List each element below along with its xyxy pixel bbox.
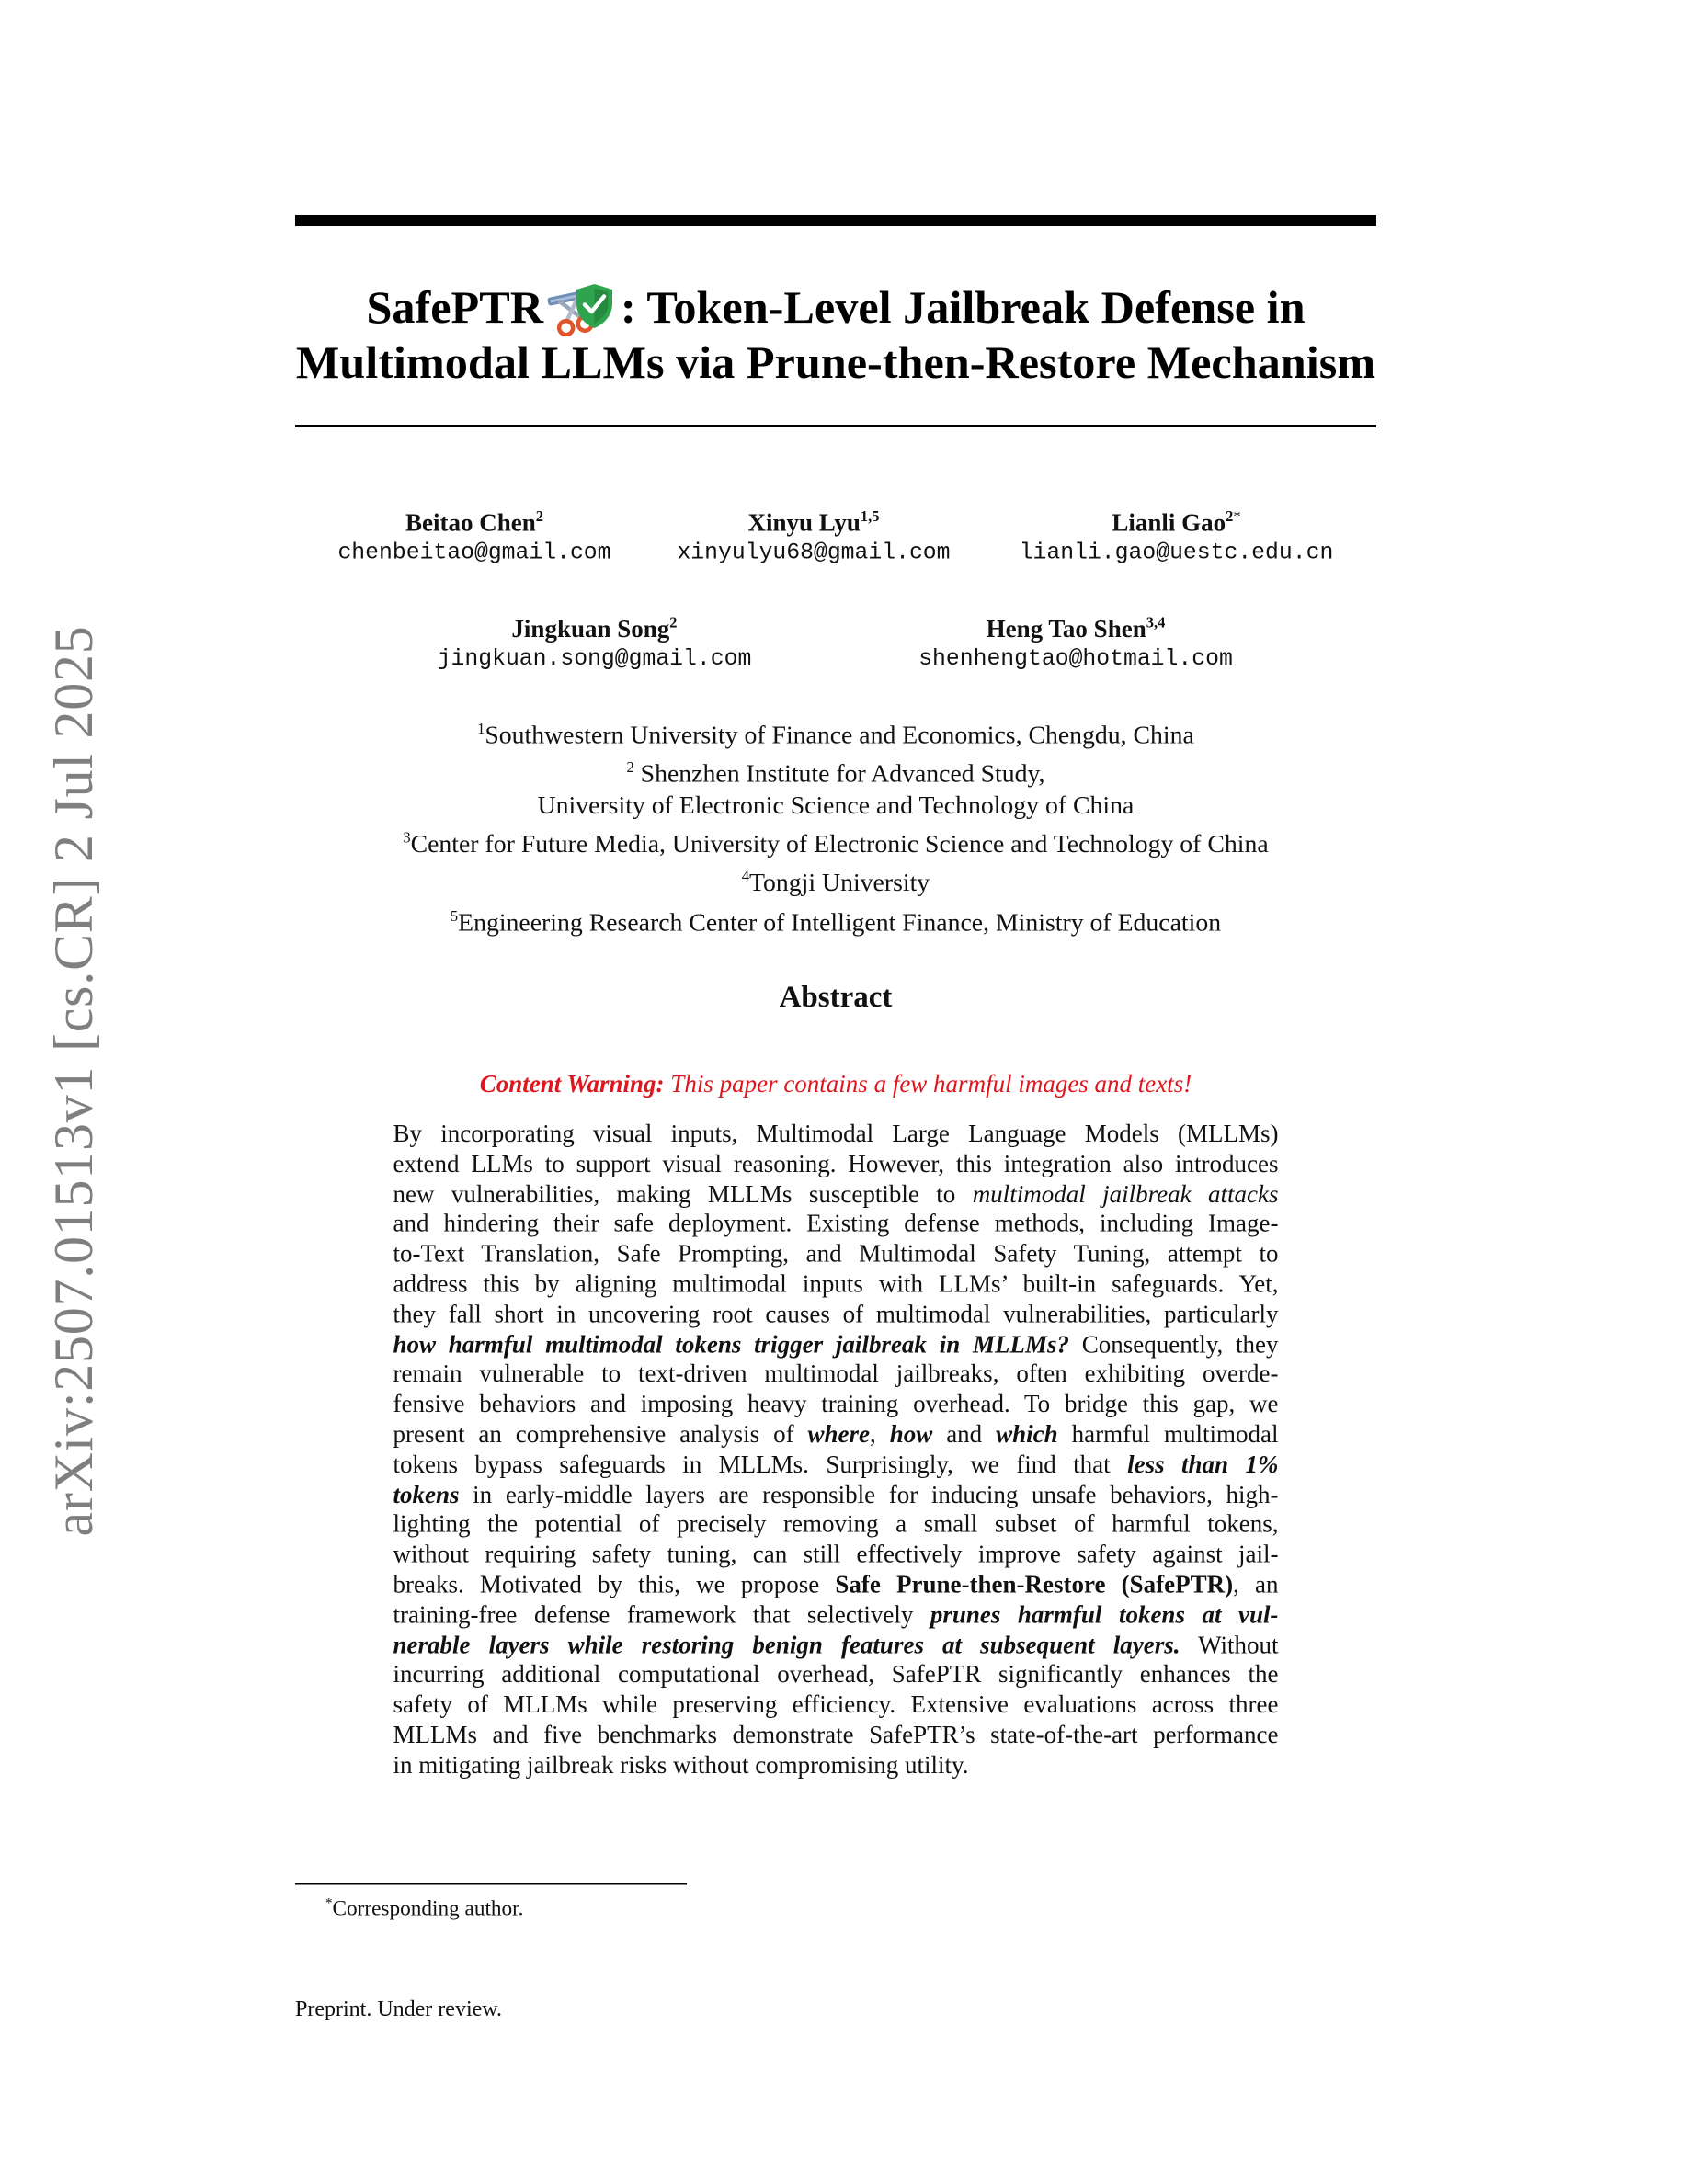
affiliation-text: Center for Future Media, University of Electronic Science and Technology of China: [410, 832, 1269, 860]
author-name: Lianli Gao: [1112, 508, 1226, 537]
abstract-emphasis: how harmful multimodal tokens trigger jailbreak in MLLMs?: [393, 1329, 1069, 1358]
abstract-emphasis: which: [996, 1419, 1058, 1448]
abstract-text: they fall short in uncovering root causes of multimodal vulnerabilities, particularly: [393, 1300, 1279, 1328]
author-email: shenhengtao@hotmail.com: [918, 645, 1233, 672]
author-block: [408, 609, 781, 675]
author-block: [885, 609, 1266, 675]
abstract-emphasis: multimodal jailbreak attacks: [972, 1179, 1279, 1208]
affiliation-mark: 3: [403, 830, 411, 847]
author-affil-mark: 2: [669, 615, 678, 631]
abstract-text: remain vulnerable to text-driven multimodal jailbreaks, often exhibiting overde-: [393, 1359, 1279, 1388]
preprint-notice: Preprint. Under review.: [295, 1997, 503, 2021]
abstract-emphasis: less than 1%: [1127, 1450, 1279, 1478]
abstract-emphasis: prunes harmful tokens at vul-: [930, 1600, 1279, 1629]
abstract-text: to-Text Translation, Safe Prompting, and Multimodal Safety Tuning, attempt to: [393, 1239, 1279, 1268]
author-name: Xinyu Lyu: [747, 508, 861, 537]
affiliation-line: [276, 824, 1396, 862]
affiliation-text: University of Electronic Science and Technology of China: [537, 792, 1135, 821]
abstract-line: [393, 1179, 1279, 1210]
abstract-line: [393, 1120, 1279, 1150]
abstract-line: [393, 1690, 1279, 1721]
abstract-line: [393, 1300, 1279, 1330]
author-name: Heng Tao Shen: [986, 615, 1146, 643]
abstract-text: address this by aligning multimodal inputs with LLMs’ built-in safeguards. Yet,: [393, 1269, 1279, 1298]
abstract-line: [393, 1751, 1279, 1781]
abstract-text: training-free defense framework that selectively: [393, 1600, 930, 1629]
author-affil-mark: 1,5: [860, 508, 880, 526]
abstract-line: [393, 1480, 1279, 1510]
affiliation-mark: 4: [741, 869, 750, 886]
affiliation-text: Southwestern University of Finance and Economics, Chengdu, China: [485, 722, 1194, 751]
abstract-text: ,: [870, 1419, 890, 1448]
affiliations: [276, 714, 1396, 940]
author-block: [996, 502, 1357, 568]
content-warning-text: This paper contains a few harmful images and texts!: [664, 1070, 1192, 1098]
author-block: [645, 502, 982, 568]
affiliation-text: Shenzhen Institute for Advanced Study,: [633, 761, 1045, 790]
author-affil-mark: 3,4: [1146, 615, 1166, 631]
abstract-text: Without: [1180, 1630, 1279, 1658]
abstract-emphasis: nerable layers while restoring benign features at subsequent layers.: [393, 1630, 1180, 1658]
abstract-body: [393, 1120, 1279, 1780]
footnote: [325, 1891, 523, 1924]
abstract-text: fensive behaviors and imposing heavy training overhead. To bridge this gap, we: [393, 1390, 1279, 1418]
footnote-rule: [295, 1883, 687, 1885]
abstract-line: [393, 1360, 1279, 1391]
affiliation-mark: 5: [450, 907, 459, 925]
author-affil-mark: 2: [535, 508, 543, 526]
abstract-text: , an: [1233, 1570, 1279, 1598]
title-name: SafePTR: [366, 282, 544, 334]
title-line-1: [276, 281, 1396, 336]
affiliation-line: [276, 791, 1396, 824]
affiliation-text: Tongji University: [749, 870, 930, 899]
abstract-text: in early-middle layers are responsible for inducing unsafe behaviors, high-: [459, 1480, 1279, 1508]
content-warning-label: Content Warning:: [479, 1070, 665, 1098]
footnote-text: Corresponding author.: [332, 1897, 524, 1921]
author-email: chenbeitao@gmail.com: [337, 539, 611, 565]
abstract-line: [393, 1721, 1279, 1751]
abstract-line: [393, 1631, 1279, 1661]
title-subtitle: : Token-Level Jailbreak Defense in: [621, 282, 1306, 334]
paper-title: [276, 281, 1396, 392]
abstract-text: tokens bypass safeguards in MLLMs. Surprisingly, we find that: [393, 1450, 1128, 1478]
abstract-line: [393, 1420, 1279, 1450]
abstract-line: [393, 1150, 1279, 1180]
abstract-text: harmful multimodal: [1057, 1419, 1279, 1448]
footnote-mark: *: [325, 1895, 333, 1911]
title-top-rule: [295, 215, 1376, 226]
author-block: [306, 502, 643, 568]
abstract-emphasis: where: [807, 1419, 871, 1448]
author-affil-mark: 2: [1226, 508, 1234, 526]
abstract-line: [393, 1661, 1279, 1691]
content-warning: [276, 1070, 1396, 1099]
affiliation-line: [276, 714, 1396, 753]
abstract-text: without requiring safety tuning, can still effectively improve safety against jail-: [393, 1540, 1279, 1568]
affiliation-line: [276, 753, 1396, 791]
affiliation-line: [276, 862, 1396, 901]
abstract-text: extend LLMs to support visual reasoning. However, this integration also introduces: [393, 1149, 1279, 1177]
author-email: jingkuan.song@gmail.com: [437, 645, 752, 672]
abstract-emphasis: how: [889, 1419, 933, 1448]
abstract-text: and: [932, 1419, 997, 1448]
abstract-text: safety of MLLMs while preserving efficiency. Extensive evaluations across three: [393, 1690, 1279, 1719]
affiliation-text: Engineering Research Center of Intelligent Finance, Ministry of Education: [458, 909, 1222, 938]
abstract-text: in mitigating jailbreak risks without compromising utility.: [393, 1750, 969, 1779]
abstract-line: [393, 1450, 1279, 1481]
abstract-heading: Abstract: [779, 979, 893, 1014]
affiliation-mark: 2: [626, 759, 634, 777]
author-email: xinyulyu68@gmail.com: [677, 539, 951, 565]
abstract-line: [393, 1390, 1279, 1420]
abstract-line: [393, 1570, 1279, 1600]
abstract-line: [393, 1541, 1279, 1571]
author-name: Jingkuan Song: [511, 615, 670, 643]
abstract-line: [393, 1240, 1279, 1270]
title-line-2: Multimodal LLMs via Prune-then-Restore Mechanism: [295, 337, 1376, 389]
abstract-line: [393, 1269, 1279, 1300]
corresponding-mark: *: [1233, 508, 1241, 526]
abstract-text: new vulnerabilities, making MLLMs susceptible to: [393, 1179, 973, 1208]
scissors-shield-check-icon: [546, 281, 618, 336]
abstract-emphasis: tokens: [393, 1480, 460, 1508]
abstract-text: MLLMs and five benchmarks demonstrate SafePTR’s state-of-the-art performance: [393, 1720, 1279, 1748]
abstract-emphasis: Safe Prune-then-Restore (SafePTR): [835, 1570, 1234, 1598]
abstract-text: By incorporating visual inputs, Multimodal Large Language Models (MLLMs): [393, 1120, 1279, 1147]
affiliation-line: [276, 901, 1396, 939]
arxiv-identifier: arXiv:2507.01513v1 [cs.CR] 2 Jul 2025: [41, 625, 105, 1537]
abstract-text: incurring additional computational overhead, SafePTR significantly enhances the: [393, 1660, 1279, 1689]
abstract-text: breaks. Motivated by this, we propose: [393, 1570, 836, 1598]
abstract-line: [393, 1600, 1279, 1631]
affiliation-mark: 1: [477, 721, 485, 738]
abstract-text: lighting the potential of precisely removing a small subset of harmful tokens,: [393, 1510, 1279, 1539]
author-name: Beitao Chen: [405, 508, 536, 537]
abstract-text: and hindering their safe deployment. Existing defense methods, including Image-: [393, 1210, 1279, 1238]
abstract-text: present an comprehensive analysis of: [393, 1419, 808, 1448]
abstract-line: [393, 1510, 1279, 1541]
abstract-text: Consequently, they: [1068, 1329, 1279, 1358]
author-email: lianli.gao@uestc.edu.cn: [1019, 539, 1334, 565]
abstract-line: [393, 1330, 1279, 1360]
title-bottom-rule: [295, 425, 1376, 427]
abstract-line: [393, 1210, 1279, 1240]
